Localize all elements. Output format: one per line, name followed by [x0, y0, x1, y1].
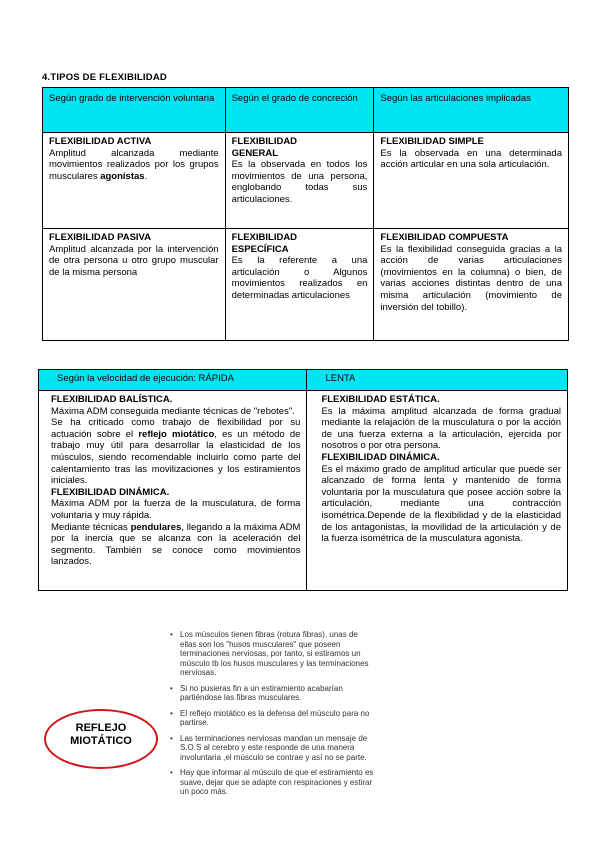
- list-item: • El reflejo miotático es la defensa del músculo para no partirse.: [170, 709, 375, 728]
- cell-body: Amplitud alcanzada mediante movimientos realizados por los grupos musculares agonistas.: [49, 147, 219, 182]
- table-header-row: [43, 88, 569, 133]
- header-cell-voluntary: Según grado de intervención voluntaria: [43, 88, 226, 133]
- cell-heading: FLEXIBILIDAD PASIVA: [49, 232, 152, 243]
- cell-paragraph: Es la máxima amplitud alcanzada de forma gradual mediante la relajación de la musculatura o por la acción de una fuerza externa a la articulación, ejercida por nosotros o por otra persona.: [321, 405, 561, 452]
- cell-compound-flexibility: [374, 229, 569, 341]
- cell-heading: FLEXIBILIDAD ESTÁTICA.: [321, 394, 440, 405]
- cell-paragraph: Se ha criticado como trabajo de flexibilidad por su actuación sobre el reflejo miotático, es un método de trabajo muy útil para desarrollar la elasticidad de los músculos, siendo recomendable incluirlo como parte del calentamiento tras las movilizaciones y los estiramientos iniciales.: [51, 417, 301, 487]
- header-cell-fast: Según la velocidad de ejecución: RÁPIDA: [39, 370, 307, 391]
- header-cell-concretion: Según el grado de concreción: [225, 88, 374, 133]
- list-item: • Si no pusieras fin a un estiramiento acabarían partiéndose las fibras musculares.: [170, 684, 375, 703]
- cell-heading: FLEXIBILIDAD DINÁMICA.: [51, 486, 170, 498]
- cell-passive-flexibility: [43, 229, 226, 341]
- cell-body: Amplitud alcanzada por la intervención de otra persona u otro grupo muscular de la misma persona: [49, 243, 219, 278]
- header-cell-slow: LENTA: [307, 370, 568, 391]
- cell-paragraph: Es el máximo grado de amplitud articular que puede ser alcanzado de forma lenta y mantenido de forma voluntaria por la musculatura que posee acción sobre la articulación, mediante una contracción isométrica.Depende de la flexibilidad y de la elasticidad de los antagonistas, la movilidad de la articulación y de la fuerza isométrica de la musculatura agonista.: [321, 463, 561, 545]
- cell-heading: FLEXIBILIDAD GENERAL: [231, 136, 298, 159]
- cell-heading: FLEXIBILIDAD DINÁMICA.: [321, 451, 440, 463]
- cell-specific-flexibility: [225, 229, 374, 341]
- table-row: [43, 229, 569, 341]
- section-title: 4.TIPOS DE FLEXIBILIDAD: [42, 72, 167, 83]
- flexibility-types-table: [42, 87, 569, 341]
- cell-body: Es la flexibilidad conseguida gracias a la acción de varias articulaciones (movimientos en la columna) o bien, de varias acciones distintas dentro de una misma articulación (movimiento de inversión del tobillo).: [380, 243, 562, 313]
- cell-heading: FLEXIBILIDAD BALÍSTICA.: [51, 394, 173, 405]
- cell-general-flexibility: [225, 133, 374, 229]
- list-item: • Hay que informar al músculo de que el estiramiento es suave, dejar que se adapte con respiraciones y estirar un poco más.: [170, 768, 375, 797]
- reflex-oval-label: REFLEJO MIOTÁTICO: [70, 722, 132, 747]
- cell-simple-flexibility: [374, 133, 569, 229]
- list-item: • Los músculos tienen fibras (rotura fibras), unas de ellas son los "husos musculares" que poseen terminaciones nerviosas, por tanto, si estiramos un músculo tb los husos musculares y las terminaciones nerviosas.: [170, 630, 375, 678]
- cell-heading: FLEXIBILIDAD COMPUESTA: [380, 232, 509, 243]
- speed-table: [38, 369, 568, 591]
- cell-body: Es la observada en todos los movimientos de una persona, englobando todas sus articulaciones.: [231, 159, 368, 205]
- cell-heading: FLEXIBILIDAD ACTIVA: [49, 136, 152, 147]
- cell-paragraph: Máxima ADM conseguida mediante técnicas de "rebotes".: [51, 405, 295, 417]
- cell-active-flexibility: [43, 133, 226, 229]
- list-item: • Las terminaciones nerviosas mandan un mensaje de S.O.S al cerebro y este responde de una manera involuntaria ,el músculo se contrae y así no se parte.: [170, 734, 375, 763]
- cell-body: Es la referente a una articulación o Algunos movimientos realizados en determinadas articulaciones: [231, 255, 368, 301]
- table-row: [39, 391, 568, 591]
- cell-paragraph: Máxima ADM por la fuerza de la musculatura, de forma voluntaria y muy rápida.: [51, 498, 301, 521]
- cell-fast-content: [39, 391, 307, 591]
- table-header-row: [39, 370, 568, 391]
- cell-heading: FLEXIBILIDAD ESPECÍFICA: [231, 232, 298, 255]
- cell-body: Es la observada en una determinada acción articular en una sola articulación.: [380, 147, 562, 171]
- cell-heading: FLEXIBILIDAD SIMPLE: [380, 136, 484, 147]
- reflex-bullet-list: [170, 630, 375, 803]
- header-cell-joints: Según las articulaciones implicadas: [374, 88, 569, 133]
- cell-slow-content: [307, 391, 568, 591]
- table-row: [43, 133, 569, 229]
- cell-paragraph: Mediante técnicas pendulares, llegando a la máxima ADM por la inercia que se alcanza con la aceleración del segmento. También se conoce como movimientos lanzados.: [51, 521, 301, 568]
